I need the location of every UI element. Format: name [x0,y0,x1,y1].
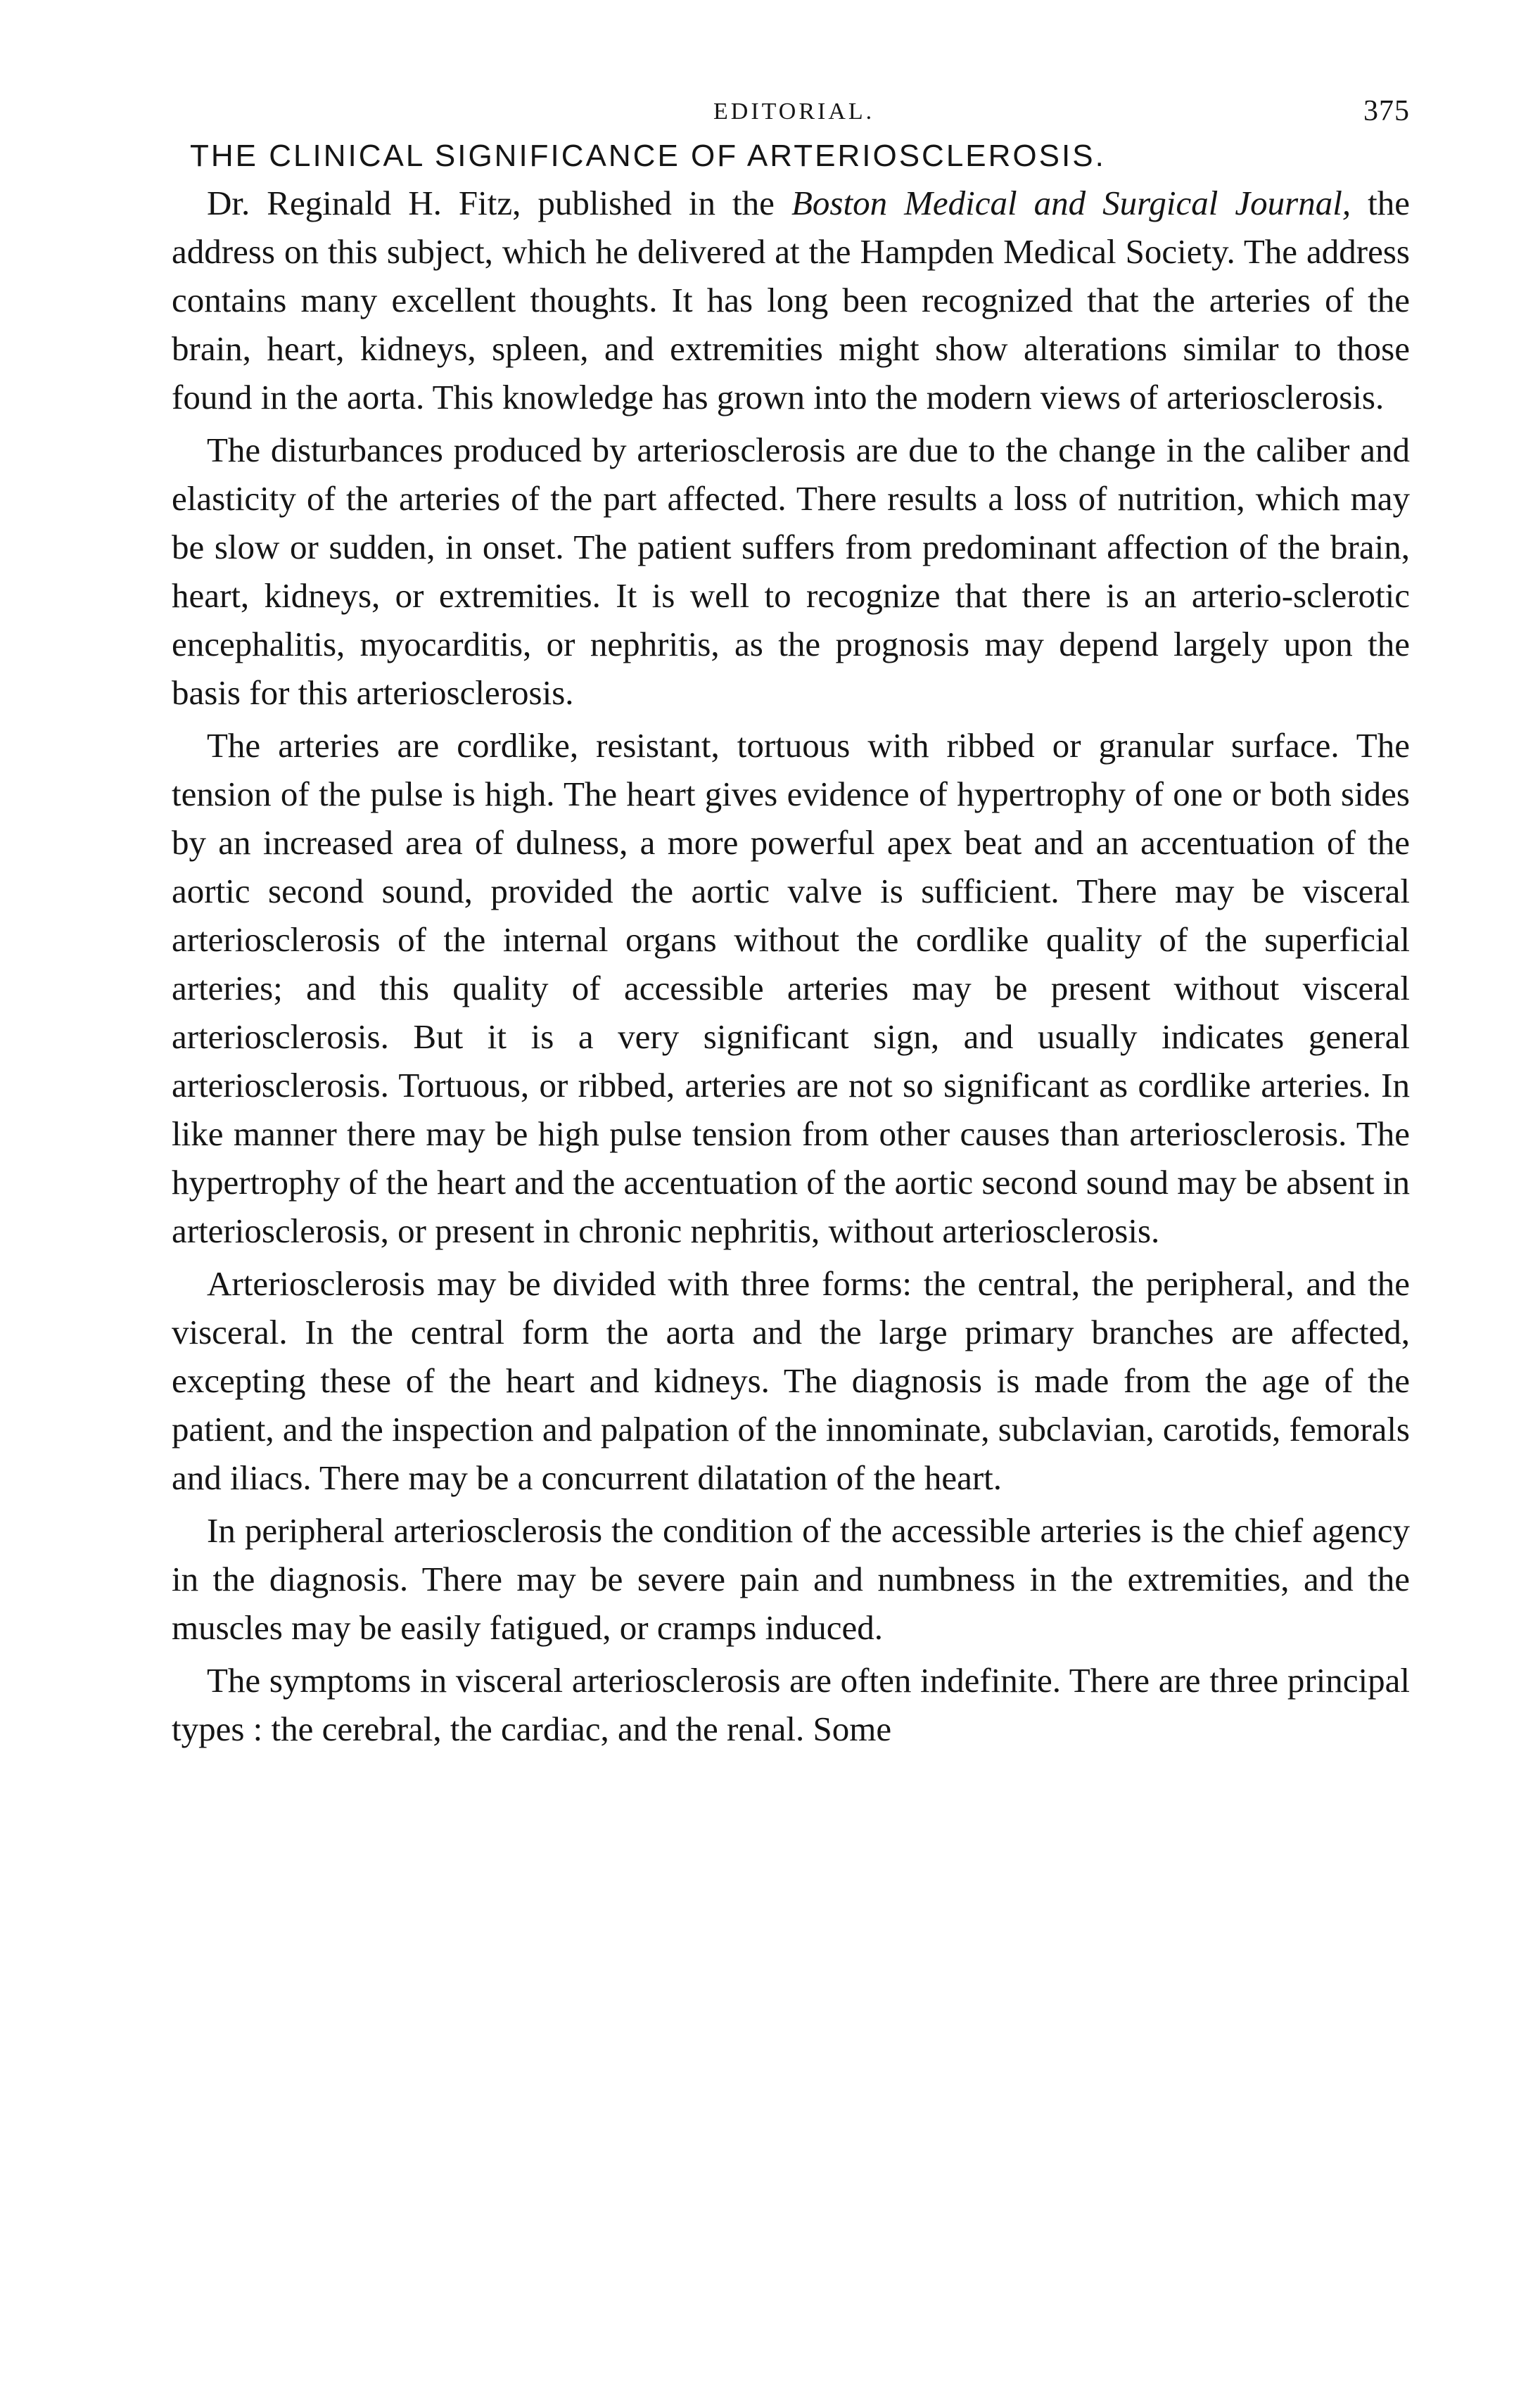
paragraph-1 [172,179,1410,421]
paragraph-6: The symptoms in visceral arteriosclerosis are often indefinite. There are three principal types : the cerebral, the cardiac, and the renal. Some [172,1661,1410,1748]
journal-title: Boston Medical and Surgical Journal, [791,184,1351,222]
article-body [172,179,1410,1753]
paragraph-5: In peripheral arteriosclerosis the condition of the accessible arteries is the chief agency in the diagnosis. There may be severe pain and numbness in the extremities, and the muscles may be easily fatigued, or cramps induced. [172,1511,1410,1647]
paragraph-3: The arteries are cordlike, resistant, tortuous with ribbed or granular surface. The tension of the pulse is high. The heart gives evidence of hypertrophy of one or both sides by an increased area of dulness, a more powerful apex beat and an accentuation of the aortic second sound, provided the aortic valve is sufficient. There may be visceral arteriosclerosis of the internal organs without the cordlike quality of the superficial arteries; and this quality of accessible arteries may be present without visceral arteriosclerosis. But it is a very significant sign, and usually indicates general arteriosclerosis. Tortuous, or ribbed, arteries are not so significant as cordlike arteries. In like manner there may be high pulse tension from other causes than arteriosclerosis. The hypertrophy of the heart and the accentuation of the aortic second sound may be absent in arteriosclerosis, or present in chronic nephritis, without arteriosclerosis. [172,726,1410,1250]
paragraph-1-rest: the address on this subject, which he delivered at the Hampden Medical Society. The address contains many excellent thoughts. It has long been recognized that the arteries of the brain, heart, kidneys, spleen, and extremities might show alterations similar to those found in the aorta. This knowledge has grown into the modern views of arteriosclerosis. [172,184,1410,416]
running-head-title: EDITORIAL. [713,98,875,125]
page-number: 375 [1363,95,1410,127]
paragraph-2: The disturbances produced by arteriosclerosis are due to the change in the caliber and elasticity of the arteries of the part affected. There results a loss of nutrition, which may be slow or sudden, in onset. The patient suffers from predominant affection of the brain, heart, kidneys, or extremities. It is well to recognize that there is an arterio-sclerotic encephalitis, myocarditis, or nephritis, as the prognosis may depend largely upon the basis for this arteriosclerosis. [172,431,1410,712]
running-head [172,91,1410,134]
paragraph-4: Arteriosclerosis may be divided with three forms: the central, the peripheral, and the visceral. In the central form the aorta and the large primary branches are affected, excepting these of the heart and kidneys. The diagnosis is made from the age of the patient, and the inspection and palpation of the innominate, subclavian, carotids, femorals and iliacs. There may be a concurrent dilatation of the heart. [172,1264,1410,1497]
paragraph-1-lead: Dr. Reginald H. Fitz, published in the [207,184,791,222]
page [172,91,1410,1753]
article-title: THE CLINICAL SIGNIFICANCE OF ARTERIOSCLEROSIS. [190,139,1106,173]
